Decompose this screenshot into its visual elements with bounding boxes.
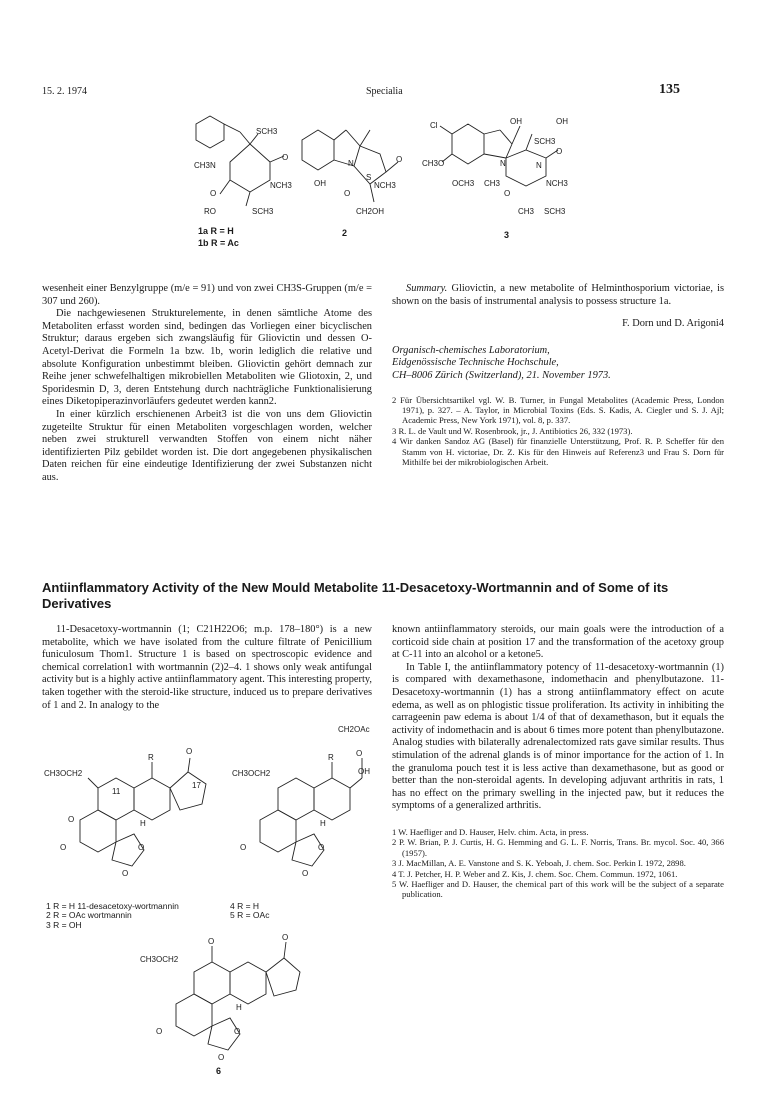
caption-4: 4 R = H: [230, 901, 260, 911]
captions-4-5: [230, 902, 269, 921]
atom-o4-6: O: [234, 1027, 241, 1036]
label-1b: 1b R = Ac: [198, 238, 239, 248]
article2-right-column: [392, 624, 724, 900]
caption-5: 5 R = OAc: [230, 910, 270, 921]
left-column-top: [42, 283, 372, 485]
atom-n2-3: N: [536, 161, 542, 170]
atom-sch3-1a: SCH3: [256, 127, 278, 136]
atom-h-6: H: [236, 1003, 242, 1012]
structures-figure-top: [160, 110, 590, 270]
atom-ch3och2-4: CH3OCH2: [232, 769, 271, 778]
structure-4-5: [232, 725, 370, 878]
header-section: Specialia: [366, 86, 403, 97]
structure-2: [302, 130, 402, 238]
atom-o-6: O: [208, 937, 215, 946]
structures-figure-wortmannin: [40, 718, 380, 908]
label-2: 2: [342, 228, 348, 238]
atom-o2-4: O: [240, 843, 247, 852]
atom-ch3o-3: CH3O: [422, 159, 445, 168]
atom-r-1: R: [148, 753, 154, 762]
article2-paragraph-3: In Table I, the antiinflammatory potency of 11-desacetoxy-wortmannin (1) is compared with dexamethasone, indomethacin and phenylbutazone. 11-Desacetoxy-wortmannin (1) has a strong antiinflammatory effect on acute edema, as well as on phlogistic tissue proliferation. Its activity in inhibiting the carrageenin paw edema is about 1/4 of that of dexamethason, but it equals the activity of indomethacin and is about 6 times more potent than phenylbutazone. Analog studies with bilaterally adrenalectomized rats gave similar results. Thus stimulation of the adrenal glands is of minor importance for the action of 1. In the granuloma pouch test it is less active than dexamethasone, but as good or better than the non-steroidal agents. In developing adjuvant arthritis in rats, 1 has no effect on the primary swelling in the injected paw, but it reduces the symptoms of a generalized arthritis.: [392, 661, 724, 812]
atom-o-2: O: [396, 155, 403, 164]
atom-h-4: H: [320, 819, 326, 828]
atom-oh-2: OH: [314, 179, 326, 188]
footnote-4: 4 Wir danken Sandoz AG (Basel) für finanzielle Unterstützung, Prof. R. P. Scheffer für den Stamm von H. victoriae, Dr. Z. Kis für den Hinweis auf Referenz3 und Frau S. Dorn für Mithilfe bei der mikrobiologischen Arbeit.: [392, 436, 724, 467]
article2-paragraph-1: 11-Desacetoxy-wortmannin (1; C21H22O6; m.p. 178–180°) is a new metabolite, which we have isolated from the culture filtrate of Penicillium funiculosum Thom1. Structure 1 is based on spectroscopic evidence and chemical correlation1 with wortmannin (2)2–4. 1 shows only weak antifungal activity but is a highly active antiinflammatory agent. This interesting property, taken together with the steroid-like structure, induced us to prepare derivatives of 1 and 2. In analogy to the: [42, 624, 372, 711]
affiliation-line-1: Organisch-chemisches Laboratorium,: [392, 344, 550, 356]
footnote-2: 2 Für Übersichtsartikel vgl. W. B. Turner, in Fungal Metabolites (Academic Press, London 1971), p. 327. – A. Taylor, in Microbial Toxins (Eds. S. Kadis, A. Ciegler und S. J. Ajl; Academic Press, New York 1971), vol. 8, p. 337.: [392, 394, 724, 426]
atom-o2-3: O: [504, 189, 511, 198]
atom-nch3-2: NCH3: [374, 181, 396, 190]
article2-left-column: [42, 624, 372, 712]
header-date: 15. 2. 1974: [42, 86, 87, 97]
article-title: Antiinflammatory Activity of the New Mould Metabolite 11-Desacetoxy-Wortmannin and of Some of its Derivatives: [42, 580, 669, 611]
paragraph-3: In einer kürzlich erschienenen Arbeit3 ist die von uns dem Gliovictin zugeteilte Struktur für einen Metaboliten vorgeschlagen worden, welcher neben zwei strukturell verwandten Stoffen von einem nicht näher identifizierten Pilz gebildet worden ist. Die dort angegebenen physikalischen Daten reichen für eine eindeutige Identifizierung der zwei Substanzen nicht aus.: [42, 408, 372, 483]
atom-ch2oac-4: CH2OAc: [338, 725, 370, 734]
atom-o-3: O: [556, 147, 563, 156]
footnote-a1: 1 W. Haefliger and D. Hauser, Helv. chim. Acta, in press.: [392, 826, 589, 837]
atom-o2-6: O: [282, 933, 289, 942]
atom-ch3och2-6: CH3OCH2: [140, 955, 179, 964]
atom-o3-1: O: [60, 843, 67, 852]
label-1a: 1a R = H: [198, 226, 234, 236]
atom-11-1: 11: [112, 787, 121, 796]
footnotes-top: [392, 395, 724, 468]
atom-nch3-3: NCH3: [546, 179, 568, 188]
atom-n-2: N: [348, 159, 354, 168]
page-number: 135: [659, 82, 680, 97]
caption-3: 3 R = OH: [46, 919, 82, 930]
atom-oh2-3: OH: [556, 117, 568, 126]
footnotes-article2: [392, 827, 724, 900]
structure-3: [422, 117, 568, 240]
atom-cl-3: Cl: [430, 121, 438, 130]
captions-1-3: [46, 902, 179, 930]
atom-ch3b-3: CH3: [518, 207, 535, 216]
atom-o3-6: O: [156, 1027, 163, 1036]
atom-o-1a: O: [282, 153, 289, 162]
atom-nch3-1a: NCH3: [270, 181, 292, 190]
paragraph-2: Die nachgewiesenen Strukturelemente, in denen sämtliche Atome des Metaboliten erfasst worden sind, bedingen das Vorliegen einer bicyclischen Struktur; daraus ergeben sich zwangsläufig für Gliovictin und dessen O-Acetyl-Derivat die Formeln 1a bzw. 1b, worin lediglich die relative und absolute Konfiguration unbestimmt bleiben. Gliovictin gehört demnach zur Reihe jener schwefelhaltigen mikrobiellen Metaboliten wie Gliotoxin, 2, und Sporidesmin D, 3, deren Entstehung durch nachträgliche Funktionalisierung eines Diketopiperazinvorläufers gedeutet werden kann2.: [42, 308, 372, 408]
structure-6: [140, 928, 320, 1078]
authors: F. Dorn und D. Arigoni4: [622, 318, 724, 330]
article2-paragraph-2: known antiinflammatory steroids, our main goals were the introduction of a corticoid side chain at position 17 and the transformation of the acetoxy group at C-11 into an alcohol or a ketone5.: [392, 624, 724, 661]
atom-s-2: S: [366, 173, 372, 182]
atom-17-1: 17: [192, 781, 201, 790]
atom-sch3-3: SCH3: [534, 137, 556, 146]
affiliation-line-3: CH–8006 Zürich (Switzerland), 21. November 1973.: [392, 369, 611, 381]
footnote-3: 3 R. L. de Vault und W. Rosenbrook, jr., J. Antibiotics 26, 332 (1973).: [392, 425, 633, 436]
footnote-a3: 3 J. MacMillan, A. E. Vanstone and S. K. Yeboah, J. chem. Soc. Perkin I. 1972, 2898.: [392, 858, 686, 869]
atom-n-3: N: [500, 159, 506, 168]
atom-sch3b-1a: SCH3: [252, 207, 274, 216]
caption-1: 1 R = H 11-desacetoxy-wortmannin: [46, 901, 179, 911]
atom-ch2oh-2: CH2OH: [356, 207, 385, 216]
affiliation-line-2: Eidgenössische Technische Hochschule,: [392, 357, 559, 369]
atom-oh-3: OH: [510, 117, 522, 126]
atom-o5-6: O: [218, 1053, 225, 1062]
atom-ro-1a: RO: [204, 207, 216, 216]
atom-o3-4: O: [318, 843, 325, 852]
summary-label: Summary.: [406, 283, 448, 294]
right-column-top: [392, 283, 724, 467]
atom-o2-1: O: [68, 815, 75, 824]
footnote-a4: 4 T. J. Petcher, H. P. Weber and Z. Kis, J. chem. Soc. Chem. Commun. 1972, 1061.: [392, 868, 678, 879]
atom-o-1a-w: O: [186, 747, 193, 756]
atom-ch3och2-1: CH3OCH2: [44, 769, 83, 778]
atom-r-4: R: [328, 753, 334, 762]
atom-ch3-3: CH3: [484, 179, 501, 188]
label-3: 3: [504, 230, 510, 240]
label-6: 6: [216, 1066, 222, 1076]
atom-o4-4: O: [302, 869, 309, 878]
summary-text: Gliovictin, a new metabolite of Helminthosporium victoriae, is shown on the basis of instrumental analysis to possess structure 1a.: [392, 283, 724, 307]
footnote-a2: 2 P. W. Brian, P. J. Curtis, H. G. Hemming and G. L. F. Norris, Trans. Br. mycol. Soc. 40, 366 (1957).: [392, 837, 724, 858]
atom-o2-2: O: [344, 189, 351, 198]
paragraph-1: wesenheit einer Benzylgruppe (m/e = 91) und von zwei CH3S-Gruppen (m/e = 307 und 260).: [42, 283, 372, 307]
caption-2: 2 R = OAc wortmannin: [46, 910, 132, 921]
atom-h-1: H: [140, 819, 146, 828]
atom-oh-4: OH: [358, 767, 370, 776]
structure-1-3: [44, 747, 206, 878]
atom-o5-1: O: [122, 869, 129, 878]
footnote-a5: 5 W. Haefliger and D. Hauser, the chemical part of this work will be the subject of a separate publication.: [392, 878, 724, 900]
atom-och3-3: OCH3: [452, 179, 475, 188]
atom-ch3n-1a: CH3N: [194, 161, 216, 170]
atom-o4-1: O: [138, 843, 145, 852]
atom-o2-1a: O: [210, 189, 217, 198]
atom-sch3b-3: SCH3: [544, 207, 566, 216]
structure-1: [194, 116, 292, 248]
atom-o-4: O: [356, 749, 363, 758]
